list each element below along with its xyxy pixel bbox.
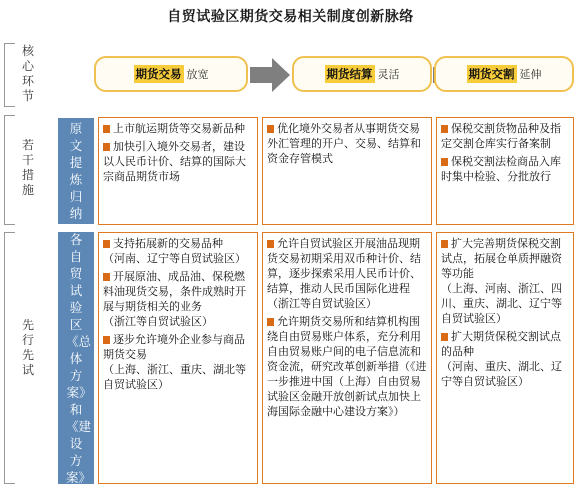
blue-label-pilot: 各自贸试验区《总体方案》和《建设方案》 [58,232,94,484]
col-settlement-pilot [262,232,432,484]
blue-label-original: 原文提炼归纳 [58,118,94,224]
row-label-measures: 若干措施 [21,138,34,197]
list-item: 保税交割货物品种及指定交割仓库实行备案制 [441,122,561,150]
col-trading-pilot [98,232,258,484]
list-item: 上市航运期货等交易新品种 [103,121,253,136]
pill-settlement-highlight: 期货结算 [326,67,373,81]
list-item: 支持拓展新的交易品种 （河南、辽宁等自贸试验区） [103,237,246,265]
col-trading-measures [98,117,258,225]
list-item: 逐步允许境外企业参与商品期货交易 （上海、浙江、重庆、湖北等自贸试验区） [103,333,246,391]
pill-settlement-rest: 灵活 [377,68,400,81]
list-item: 开展原油、成品油、保税燃料油现货交易，条件成熟时开展与期货相关的业务 （浙江等自贸试验区） [103,270,246,328]
list-item: 扩大完善期货保税交割试点，拓展仓单质押融资等功能 （上海、河南、浙江、四川、重庆、湖北、辽宁等自贸试验区） [441,237,562,325]
core-bracket [4,43,15,107]
measures-bracket [4,115,15,225]
list-item: 保税交割法检商品入库时集中检验、分批放行 [441,155,561,183]
list-item: 允许期货交易所和结算机构围绕自由贸易账户体系，充分利用自由贸易账户间的电子信息流和资金流，研究改革创新举措（《进一步推进中国（上海）自由贸易试验区金融开放创新试点加快上海国际金融中心建设方案》） [267,315,427,418]
pill-delivery [434,56,574,92]
pill-trading [94,56,248,92]
list-item: 加快引入境外交易者，建设以人民币计价、结算的国际大宗商品期货市场 [103,140,246,183]
row-label-core: 核心环节 [21,44,34,103]
list-item: 允许自贸试验区开展油品现期货交易初期采用双币种计价、结算，逐步探索采用人民币计价、结算，推动人民币国际化进程（浙江等自贸试验区） [267,237,421,310]
list-item: 优化境外交易者从事期货交易外汇管理的开户、交易、结算和资金存管模式 [267,122,421,165]
pill-trading-rest: 放宽 [186,68,209,81]
pill-delivery-highlight: 期货交割 [468,67,515,81]
pill-trading-highlight: 期货交易 [135,67,182,81]
pill-delivery-rest: 延伸 [519,68,542,81]
col-delivery-pilot [436,232,574,484]
col-settlement-measures [262,117,432,225]
chart-title: 自贸试验区期货交易相关制度创新脉络 [167,9,414,25]
row-label-pilot: 先行先试 [21,318,34,377]
arrow-icon [250,58,290,92]
col-delivery-measures [436,117,574,225]
list-item: 扩大期货保税交割试点的品种 （河南、重庆、湖北、辽宁等自贸试验区） [441,330,562,388]
pilot-bracket [4,232,15,484]
pill-settlement [292,56,432,92]
